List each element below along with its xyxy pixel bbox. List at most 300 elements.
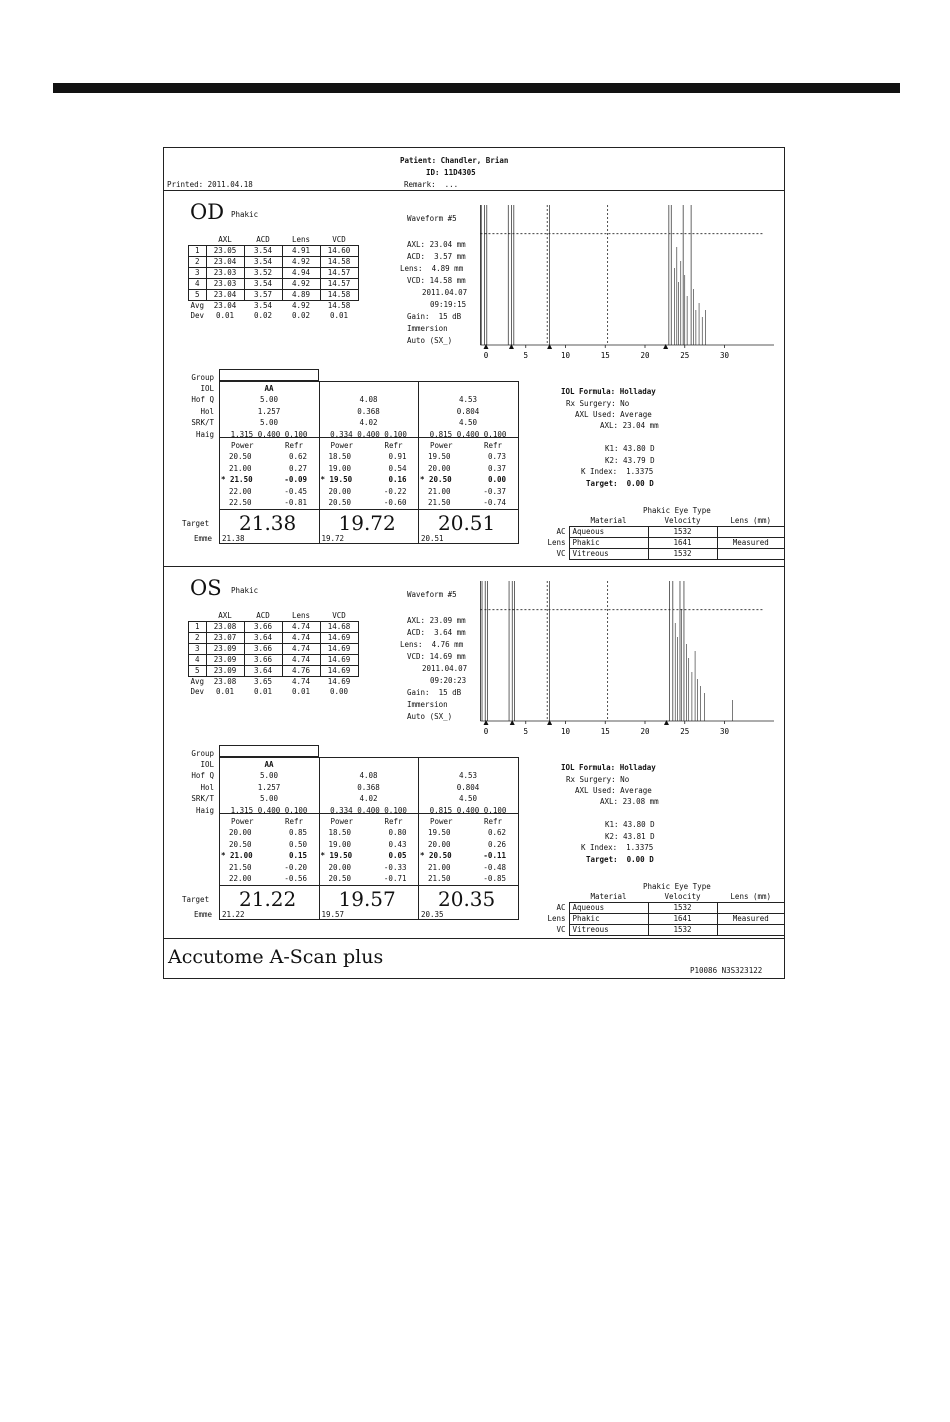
iol-power-value: 19.50 [428, 452, 451, 461]
od-measurement-table [188, 235, 359, 321]
od-refraction-target: Target: 0.00 D [586, 479, 654, 488]
meas-cell-vcd: 14.69 [320, 644, 358, 655]
eye-type-lens [717, 903, 785, 914]
od-waveform-info-line: ACD: 3.57 mm [407, 252, 466, 261]
meas-avg-label: Avg [190, 677, 205, 686]
waveform-tick-label: 10 [560, 351, 571, 360]
iol-refr-header: Refr [384, 817, 403, 826]
iol-emme-power: 20.35 [421, 910, 444, 919]
meas-cell-acd: 3.54 [244, 279, 282, 290]
meas-index: 3 [189, 268, 207, 279]
eye-type-material: Aqueous [569, 903, 648, 914]
iol-haig-const: 0.815 0.400 0.100 [429, 430, 507, 439]
iol-power-value: 22.00 [229, 874, 252, 883]
meas-cell-vcd: 14.69 [320, 655, 358, 666]
iol-refr-header: Refr [285, 817, 304, 826]
iol-srkt-const: 4.02 [359, 418, 378, 427]
meas-cell-vcd: 14.68 [320, 622, 358, 633]
os-k2: K2: 43.81 D [605, 832, 655, 841]
meas-dev-axl: 0.01 [216, 687, 235, 696]
waveform-tick-label: 20 [640, 351, 650, 360]
iol-power-value: * 20.50 [420, 475, 452, 484]
iol-refr-header: Refr [384, 441, 403, 450]
eye-type-segment: VC [556, 925, 566, 934]
iol-power-value: 20.50 [328, 498, 352, 507]
eye-type-material: Vitreous [569, 925, 648, 936]
eye-type-velocity: 1641 [648, 914, 717, 925]
meas-cell-axl: 23.03 [206, 268, 244, 279]
meas-cell-lens: 4.74 [282, 655, 320, 666]
meas-row [189, 257, 359, 268]
iol-power-header: Power [231, 817, 254, 826]
os-k1: K1: 43.80 D [605, 820, 655, 829]
iol-power-value: 18.50 [328, 828, 352, 837]
meas-cell-axl: 23.09 [206, 644, 244, 655]
iol-refr-header: Refr [484, 817, 503, 826]
os-rx-surgery: Rx Surgery: No [566, 775, 630, 784]
meas-cell-axl: 23.03 [206, 279, 244, 290]
waveform-tick-label: 20 [640, 727, 650, 736]
iol-power-value: 22.50 [229, 498, 252, 507]
iol-target-power: 19.57 [338, 887, 396, 911]
eye-type-row [539, 914, 785, 925]
iol-hol-const: 0.804 [456, 407, 480, 416]
iol-power-header: Power [430, 441, 453, 450]
eye-type-velocity: 1532 [648, 903, 717, 914]
meas-cell-vcd: 14.57 [320, 268, 358, 279]
eye-type-lens: Measured [717, 914, 785, 925]
iol-refr-value: -0.37 [483, 486, 506, 496]
od-iol-row-label: Haig [195, 430, 214, 439]
meas-cell-axl: 23.09 [206, 666, 244, 677]
iol-target-power: 21.22 [239, 887, 297, 911]
os-iol-row-label: Group [191, 749, 214, 758]
remark: Remark: ... [404, 180, 459, 189]
meas-cell-acd: 3.57 [244, 290, 282, 301]
waveform-tick-label: 15 [600, 727, 610, 736]
od-group-box [219, 369, 319, 381]
iol-power-value: 20.50 [229, 452, 252, 461]
iol-refr-value: 0.85 [288, 828, 307, 837]
iol-refr-value: -0.20 [284, 862, 307, 872]
iol-haig-const: 0.815 0.400 0.100 [429, 806, 507, 815]
eye-type-lens [717, 925, 785, 936]
iol-refr-value: -0.09 [284, 475, 307, 484]
iol-emme-power: 20.51 [421, 534, 444, 543]
iol-refr-value: 0.62 [288, 452, 307, 461]
eye-type-material: Phakic [569, 538, 648, 549]
meas-cell-lens: 4.92 [282, 279, 320, 290]
od-iol-row-label: IOL [200, 384, 214, 393]
footer-divider [164, 938, 784, 939]
meas-avg-label: Avg [190, 301, 205, 310]
meas-cell-acd: 3.64 [244, 633, 282, 644]
iol-power-value: 20.00 [229, 828, 252, 837]
meas-cell-acd: 3.66 [244, 655, 282, 666]
iol-power-header: Power [330, 817, 354, 826]
iol-refr-value: 0.54 [388, 463, 407, 473]
eye-type-segment: VC [556, 549, 566, 558]
meas-avg-lens: 4.92 [292, 301, 311, 310]
eye-type-segment: AC [556, 903, 566, 912]
meas-avg-acd: 3.54 [254, 301, 273, 310]
os-waveform-info-line: VCD: 14.69 mm [407, 652, 466, 661]
device-name: Accutome A-Scan plus [168, 946, 384, 968]
iol-refr-value: -0.45 [284, 486, 307, 496]
iol-hofq-const: 5.00 [259, 395, 279, 404]
iol-refr-value: 0.27 [288, 463, 307, 473]
os-waveform-info-line: 2011.04.07 [422, 664, 468, 673]
meas-avg-vcd: 14.58 [327, 301, 351, 310]
od-axl-value: AXL: 23.04 mm [600, 421, 659, 430]
meas-header: Lens [292, 611, 311, 620]
iol-refr-value: -0.60 [383, 498, 407, 507]
iol-refr-value: 0.15 [288, 851, 307, 860]
iol-power-value: 20.00 [428, 839, 451, 849]
meas-row [189, 655, 359, 666]
meas-dev-axl: 0.01 [216, 311, 235, 320]
od-lens-status: Phakic [231, 210, 259, 219]
od-rx-surgery: Rx Surgery: No [566, 399, 630, 408]
os-iol-row-label: Hof Q [191, 771, 214, 780]
eye-type-material: Vitreous [569, 549, 648, 560]
eye-type-header: Material [569, 516, 648, 527]
meas-cell-axl: 23.07 [206, 633, 244, 644]
meas-cell-acd: 3.54 [244, 257, 282, 268]
iol-power-value: 20.50 [229, 839, 252, 849]
iol-power-value: * 19.50 [320, 851, 353, 860]
meas-dev-vcd: 0.01 [330, 311, 349, 320]
iol-power-value: 21.50 [229, 862, 252, 872]
os-lens-status: Phakic [231, 586, 259, 595]
iol-target-power: 19.72 [338, 511, 396, 535]
meas-row [189, 246, 359, 257]
iol-power-header: Power [430, 817, 453, 826]
meas-header: Lens [292, 235, 311, 244]
printed-date: Printed: 2011.04.18 [167, 180, 253, 189]
meas-row [189, 666, 359, 677]
iol-refr-value: -0.33 [383, 862, 407, 872]
meas-header: VCD [332, 611, 346, 620]
iol-refr-value: 0.43 [388, 839, 407, 849]
iol-hofq-const: 5.00 [259, 771, 279, 780]
device-serial: P10086 N3S323122 [690, 966, 763, 975]
meas-dev-label: Dev [190, 311, 205, 320]
waveform-tick-label: 25 [680, 727, 690, 736]
od-iol-formula: IOL Formula: Holladay [561, 387, 656, 396]
eye-type-lens [717, 527, 785, 538]
os-iol-row-label: Hol [200, 783, 214, 792]
iol-power-value: 20.00 [428, 463, 451, 473]
eye-type-material: Aqueous [569, 527, 648, 538]
meas-dev-lens: 0.01 [292, 687, 311, 696]
iol-target-divider [219, 885, 519, 886]
od-waveform-plot [464, 201, 784, 376]
iol-refr-value: 0.26 [487, 839, 506, 849]
meas-row [189, 633, 359, 644]
iol-refr-value: 0.05 [388, 851, 407, 860]
iol-refr-value: 0.16 [388, 475, 407, 484]
meas-index: 1 [189, 622, 207, 633]
meas-cell-axl: 23.04 [206, 257, 244, 268]
od-k-index: K Index: 1.3375 [581, 467, 654, 476]
iol-power-value: 20.00 [328, 862, 352, 872]
os-refraction-target: Target: 0.00 D [586, 855, 654, 864]
meas-avg-vcd: 14.69 [327, 677, 351, 686]
iol-power-value: 19.50 [428, 828, 451, 837]
os-waveform-info-line: Immersion [407, 700, 448, 709]
meas-cell-acd: 3.54 [244, 246, 282, 257]
meas-index: 4 [189, 655, 207, 666]
waveform-tick-label: 25 [680, 351, 690, 360]
meas-header-blank [189, 611, 207, 622]
od-k2: K2: 43.79 D [605, 456, 655, 465]
eye-type-header: Material [569, 892, 648, 903]
iol-refr-value: -0.22 [383, 486, 407, 496]
meas-cell-axl: 23.09 [206, 655, 244, 666]
meas-index: 3 [189, 644, 207, 655]
iol-power-header: Power [330, 441, 354, 450]
od-waveform-info-line: Gain: 15 dB [407, 312, 462, 321]
eye-type-row [539, 903, 785, 914]
meas-cell-vcd: 14.69 [320, 633, 358, 644]
os-target-label: Target [182, 895, 210, 904]
meas-index: 5 [189, 290, 207, 301]
os-waveform-info-line: Gain: 15 dB [407, 688, 462, 697]
meas-avg-row [189, 677, 359, 688]
eye-type-row [539, 549, 785, 560]
iol-emme-power: 19.72 [321, 534, 345, 543]
od-eye-type-title: Phakic Eye Type [643, 506, 711, 515]
iol-power-value: 21.00 [229, 463, 252, 473]
meas-header: ACD [256, 235, 270, 244]
meas-cell-acd: 3.52 [244, 268, 282, 279]
iol-haig-const: 0.334 0.400 0.100 [330, 430, 407, 439]
eye-type-velocity: 1532 [648, 925, 717, 936]
meas-cell-lens: 4.91 [282, 246, 320, 257]
eye-type-lens: Measured [717, 538, 785, 549]
patient-name: Patient: Chandler, Brian [400, 156, 509, 165]
iol-power-value: * 21.50 [221, 475, 253, 484]
iol-refr-value: -0.81 [284, 498, 307, 507]
meas-cell-lens: 4.94 [282, 268, 320, 279]
os-k-index: K Index: 1.3375 [581, 843, 654, 852]
eye-type-material: Phakic [569, 914, 648, 925]
eye-type-row [539, 527, 785, 538]
os-waveform-info-line: Lens: 4.76 mm [400, 640, 464, 649]
od-iol-row-label: Hof Q [191, 395, 214, 404]
od-target-label: Target [182, 519, 210, 528]
meas-header-blank [189, 235, 207, 246]
os-waveform-info-line: ACD: 3.64 mm [407, 628, 466, 637]
iol-target-divider [219, 509, 519, 510]
os-eye-type-table [539, 892, 785, 936]
eye-type-velocity: 1532 [648, 549, 717, 560]
meas-cell-lens: 4.89 [282, 290, 320, 301]
meas-row [189, 644, 359, 655]
waveform-tick-label: 0 [483, 351, 489, 360]
iol-refr-value: -0.56 [284, 874, 307, 883]
meas-cell-vcd: 14.58 [320, 290, 358, 301]
meas-index: 2 [189, 257, 207, 268]
iol-power-value: 18.50 [328, 452, 352, 461]
os-eye-label: OS [190, 576, 222, 600]
meas-row [189, 268, 359, 279]
iol-lens-name: AA [264, 384, 274, 393]
waveform-tick-label: 15 [600, 351, 610, 360]
meas-avg-acd: 3.65 [254, 677, 273, 686]
od-axl-used: AXL Used: Average [575, 410, 652, 419]
meas-cell-lens: 4.74 [282, 644, 320, 655]
iol-power-value: 20.00 [328, 486, 352, 496]
eye-type-header: Velocity [648, 516, 717, 527]
eye-type-header-blank [539, 892, 569, 903]
os-section [164, 567, 784, 940]
meas-cell-acd: 3.66 [244, 644, 282, 655]
waveform-tick-label: 0 [483, 727, 489, 736]
eye-type-velocity: 1532 [648, 527, 717, 538]
os-axl-used: AXL Used: Average [575, 786, 652, 795]
os-iol-row-label: Haig [195, 806, 214, 815]
od-eye-label: OD [190, 200, 225, 224]
od-waveform-info-line: 2011.04.07 [422, 288, 468, 297]
iol-refr-value: -0.48 [483, 862, 506, 872]
iol-power-value: 19.00 [328, 839, 352, 849]
od-eye-type-table [539, 516, 785, 560]
meas-dev-row [189, 311, 359, 321]
iol-hofq-const: 4.53 [458, 395, 478, 404]
iol-power-value: 20.50 [328, 874, 352, 883]
os-waveform-info-line: Auto (SX_) [407, 712, 453, 721]
meas-dev-vcd: 0.00 [330, 687, 349, 696]
eye-type-segment: Lens [547, 914, 566, 923]
os-waveform-plot [464, 577, 784, 752]
patient-id: ID: 11D4305 [426, 168, 476, 177]
meas-dev-label: Dev [190, 687, 205, 696]
iol-refr-value: 0.62 [487, 828, 506, 837]
od-iol-row-label: Hol [200, 407, 214, 416]
meas-dev-row [189, 687, 359, 697]
od-waveform-info-line: Lens: 4.89 mm [400, 264, 464, 273]
iol-srkt-const: 4.50 [458, 418, 478, 427]
eye-type-header: Lens (mm) [717, 892, 785, 903]
top-rule-bar [53, 83, 900, 93]
a-scan-report [163, 147, 785, 979]
os-waveform-info-line: AXL: 23.09 mm [407, 616, 466, 625]
od-waveform-title: Waveform #5 [407, 214, 457, 223]
meas-cell-axl: 23.08 [206, 622, 244, 633]
iol-refr-value: -0.85 [483, 874, 506, 883]
od-section [164, 191, 784, 564]
iol-hol-const: 1.257 [257, 407, 281, 416]
iol-hol-const: 0.368 [357, 407, 380, 416]
waveform-tick-label: 5 [523, 727, 529, 736]
meas-row [189, 622, 359, 633]
iol-refr-value: 0.00 [487, 475, 506, 484]
meas-cell-acd: 3.66 [244, 622, 282, 633]
os-measurement-table [188, 611, 359, 697]
iol-hol-const: 0.804 [456, 783, 480, 792]
iol-refr-value: -0.74 [483, 498, 506, 507]
meas-cell-axl: 23.05 [206, 246, 244, 257]
os-iol-row-label: SRK/T [191, 794, 214, 803]
os-waveform-info-line: 09:20:23 [430, 676, 467, 685]
meas-header: AXL [218, 611, 232, 620]
meas-cell-axl: 23.04 [206, 290, 244, 301]
meas-cell-vcd: 14.69 [320, 666, 358, 677]
iol-hofq-const: 4.08 [359, 771, 378, 780]
iol-hol-const: 0.368 [357, 783, 380, 792]
meas-index: 5 [189, 666, 207, 677]
meas-dev-acd: 0.01 [254, 687, 273, 696]
os-emme-label: Emme [194, 910, 213, 919]
iol-emme-power: 21.38 [222, 534, 245, 543]
iol-hofq-const: 4.53 [458, 771, 478, 780]
iol-target-power: 21.38 [239, 511, 297, 535]
od-iol-row-label: Group [191, 373, 214, 382]
iol-target-power: 20.51 [438, 511, 496, 535]
meas-row [189, 290, 359, 301]
iol-power-value: * 19.50 [320, 475, 353, 484]
od-waveform-info-line: 09:19:15 [430, 300, 467, 309]
meas-cell-vcd: 14.60 [320, 246, 358, 257]
iol-emme-power: 19.57 [321, 910, 345, 919]
iol-power-value: * 20.50 [420, 851, 452, 860]
iol-srkt-const: 5.00 [259, 418, 279, 427]
eye-type-lens [717, 549, 785, 560]
iol-refr-value: 0.50 [288, 839, 307, 849]
od-waveform-info-line: VCD: 14.58 mm [407, 276, 466, 285]
eye-type-row [539, 925, 785, 936]
iol-refr-value: -0.71 [383, 874, 407, 883]
meas-cell-lens: 4.92 [282, 257, 320, 268]
meas-header: VCD [332, 235, 346, 244]
od-waveform-info-line: Immersion [407, 324, 448, 333]
iol-refr-value: -0.11 [483, 851, 506, 860]
iol-power-header: Power [231, 441, 254, 450]
meas-cell-acd: 3.64 [244, 666, 282, 677]
meas-row [189, 279, 359, 290]
meas-index: 1 [189, 246, 207, 257]
meas-index: 4 [189, 279, 207, 290]
iol-lens-name: AA [264, 760, 274, 769]
eye-type-segment: Lens [547, 538, 566, 547]
iol-refr-value: 0.80 [388, 828, 407, 837]
waveform-tick-label: 10 [560, 727, 571, 736]
od-k1: K1: 43.80 D [605, 444, 655, 453]
meas-cell-vcd: 14.58 [320, 257, 358, 268]
meas-dev-acd: 0.02 [254, 311, 273, 320]
iol-power-value: 21.00 [428, 862, 451, 872]
iol-emme-power: 21.22 [222, 910, 245, 919]
meas-header: ACD [256, 611, 270, 620]
os-eye-type-title: Phakic Eye Type [643, 882, 711, 891]
meas-avg-axl: 23.08 [213, 677, 237, 686]
meas-dev-lens: 0.02 [292, 311, 311, 320]
eye-type-header: Velocity [648, 892, 717, 903]
os-group-box [219, 745, 319, 757]
meas-cell-lens: 4.74 [282, 633, 320, 644]
meas-avg-row [189, 301, 359, 312]
os-axl-value: AXL: 23.08 mm [600, 797, 659, 806]
meas-index: 2 [189, 633, 207, 644]
meas-cell-lens: 4.76 [282, 666, 320, 677]
iol-srkt-const: 5.00 [259, 794, 279, 803]
eye-type-segment: AC [556, 527, 566, 536]
od-waveform-info-line: AXL: 23.04 mm [407, 240, 466, 249]
iol-power-value: * 21.00 [221, 851, 253, 860]
iol-srkt-const: 4.50 [458, 794, 478, 803]
